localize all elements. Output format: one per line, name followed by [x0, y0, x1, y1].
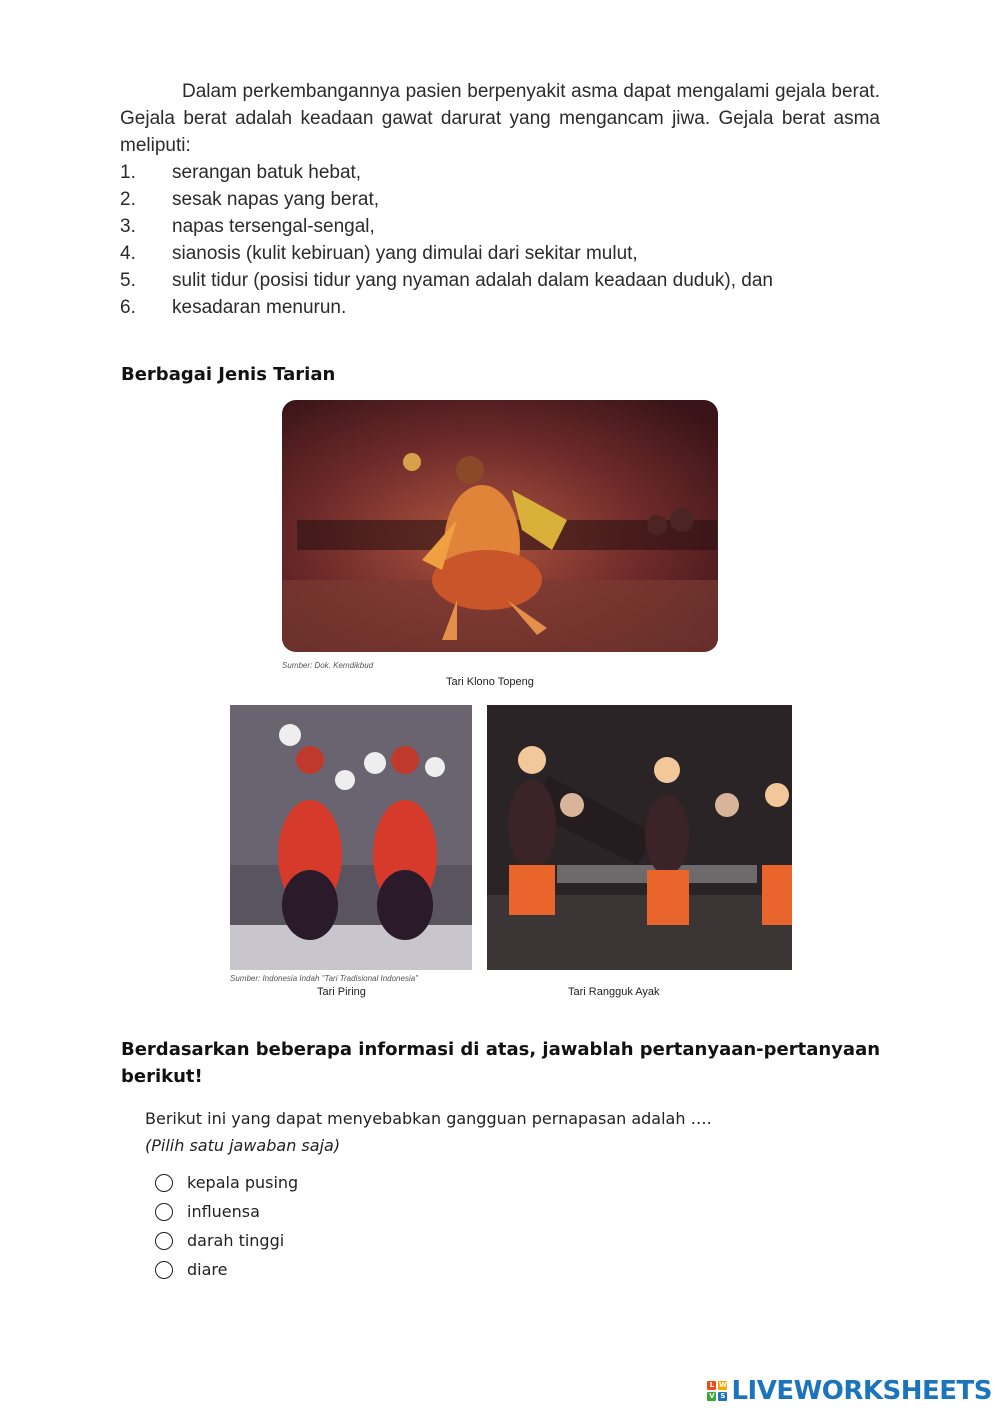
klono-source: Sumber: Dok. Kemdikbud	[282, 661, 374, 670]
tari-piring-photo	[230, 705, 472, 970]
radio-button[interactable]	[155, 1232, 173, 1250]
instruction-text: Berdasarkan beberapa informasi di atas, jawablah pertanyaan-pertanyaan berikut!	[121, 1039, 881, 1087]
rangguk-caption: Tari Rangguk Ayak	[568, 986, 660, 998]
list-item: 2. sesak napas yang berat,	[120, 189, 380, 210]
rangguk-ayak-photo	[487, 705, 792, 970]
piring-caption: Tari Piring	[317, 986, 366, 998]
piring-source: Sumber: Indonesia Indah "Tari Tradisional Indonesia"	[230, 974, 419, 983]
answer-options	[155, 1168, 298, 1284]
question-hint: (Pilih satu jawaban saja)	[145, 1136, 341, 1155]
answer-option[interactable]	[155, 1226, 298, 1255]
option-label[interactable]: kepala pusing	[187, 1173, 299, 1192]
radio-button[interactable]	[155, 1261, 173, 1279]
radio-button[interactable]	[155, 1174, 173, 1192]
klono-topeng-photo	[282, 400, 718, 652]
list-item: 4. sianosis (kulit kebiruan) yang dimulai dari sekitar mulut,	[120, 243, 638, 264]
reading-paragraph: Dalam perkembangannya pasien berpenyakit asma dapat mengalami gejala berat. Gejala berat adalah keadaan gawat darurat yang mengancam jiwa. Gejala berat asma meliputi:	[120, 81, 880, 156]
list-item: 3. napas tersengal-sengal,	[120, 216, 375, 237]
option-label[interactable]: darah tinggi	[187, 1231, 285, 1250]
list-item: 6. kesadaran menurun.	[120, 297, 347, 318]
option-label[interactable]: diare	[187, 1260, 228, 1279]
klono-caption: Tari Klono Topeng	[446, 676, 534, 688]
reading-passage	[120, 78, 880, 333]
option-label[interactable]: influensa	[187, 1202, 260, 1221]
liveworksheets-logo-icon: L W V S	[709, 1381, 727, 1400]
question-text: Berikut ini yang dapat menyebabkan gangguan pernapasan adalah ….	[145, 1109, 712, 1128]
answer-option[interactable]	[155, 1168, 298, 1197]
radio-button[interactable]	[155, 1203, 173, 1221]
brand-name: LIVEWORKSHEETS	[731, 1376, 992, 1406]
symptom-list	[120, 159, 880, 321]
liveworksheets-brand	[707, 1376, 992, 1406]
section-title: Berbagai Jenis Tarian	[121, 364, 336, 385]
answer-option[interactable]	[155, 1255, 298, 1284]
list-item: 1. serangan batuk hebat,	[120, 162, 362, 183]
list-item: 5. sulit tidur (posisi tidur yang nyaman adalah dalam keadaan duduk), dan	[120, 270, 773, 291]
answer-option[interactable]	[155, 1197, 298, 1226]
